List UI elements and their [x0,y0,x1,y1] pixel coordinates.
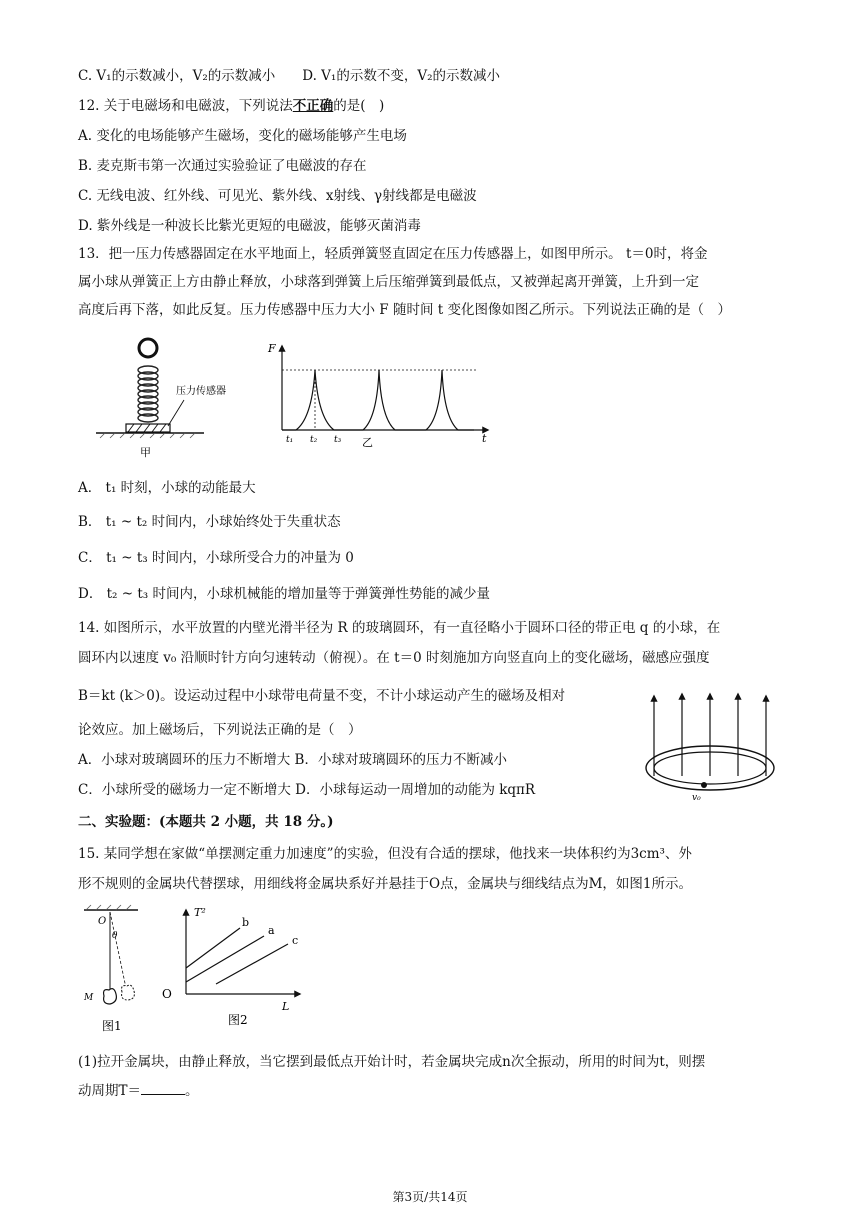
q14-stem-line1: 14. 如图所示，水平放置的内壁光滑半径为 R 的玻璃圆环，有一直径略小于圆环口径的带正电 q 的小球，在 [78,620,721,636]
line-b [186,928,240,968]
q14-stem-line4: 论效应。加上磁场后，下列说法正确的是（ ） [78,722,362,738]
q15-sub1-line1: (1)拉开金属块，由静止释放，当它摆到最低点开始计时，若金属块完成n次全振动，所用的时间为t，则摆 [78,1054,706,1070]
q12-stem-emphasis: 不正确 [292,98,334,114]
figure-jia-label: 甲 [140,446,151,459]
line-b-label: b [242,916,250,929]
line-c [216,944,288,984]
tick-t1: t₁ [286,435,294,445]
q14-figure [636,686,782,804]
q14-stem-line3: B＝kt (k＞0)。设运动过程中小球带电荷量不变，不计小球运动产生的磁场及相对 [78,688,566,704]
magnetic-field-lines [654,694,766,776]
q14-options-ab: A．小球对玻璃圆环的压力不断增大 B．小球对玻璃圆环的压力不断减小 [78,752,507,768]
q13-figure-yi [262,338,498,450]
q12-option-b: B. 麦克斯韦第一次通过实验验证了电磁波的存在 [78,158,367,174]
page-footer: 第3页/共14页 [392,1190,468,1204]
q15-stem-line1: 15. 某同学想在家做“单摆测定重力加速度”的实验，但没有合适的摆球，他找来一块体积约为3cm³、外 [78,846,692,862]
q14-stem-line2: 圆环内以速度 v₀ 沿顺时针方向匀速转动（俯视）。在 t＝0 时刻施加方向竖直向上的变化磁场，磁感应强度 [78,650,710,666]
q15-figure-1 [78,904,158,1034]
l-axis-label: L [282,1000,290,1013]
q14-options-cd: C．小球所受的磁场力一定不断增大 D．小球每运动一周增加的动能为 kqπR [78,782,536,798]
answer-blank[interactable] [141,1080,185,1095]
figure-2-label: 图2 [228,1013,248,1027]
q13-option-c: C． t₁ ~ t₃ 时间内，小球所受合力的冲量为 0 [78,550,354,566]
tick-t3: t₃ [334,435,342,445]
section2-title: 二、实验题：(本题共 2 小题，共 18 分。) [78,814,334,830]
line-a-label: a [268,924,275,937]
q13-option-b: B． t₁ ~ t₂ 时间内，小球始终处于失重状态 [78,514,341,530]
q13-stem-line3: 高度后再下落，如此反复。压力传感器中压力大小 F 随时间 t 变化图像如图乙所示。下列说法正确的是（ ） [78,302,731,318]
metal-block-icon [104,989,117,1004]
charged-ball-icon [701,782,707,788]
figure-yi-label: 乙 [362,436,373,449]
figure-1-label: 图1 [102,1019,122,1033]
force-curve [282,370,474,430]
point-m-label: M [84,993,94,1003]
q13-stem-line1: 13．把一压力传感器固定在水平地面上，轻质弹簧竖直固定在压力传感器上，如图甲所示。 t＝0时，将金 [78,246,708,262]
q12-stem-pre: 12. 关于电磁场和电磁波，下列说法 [78,98,293,114]
point-o-label: O [98,916,107,927]
q13-option-d: D． t₂ ~ t₃ 时间内，小球机械能的增加量等于弹簧弹性势能的减少量 [78,586,490,602]
q12-option-d: D. 紫外线是一种波长比紫光更短的电磁波，能够灭菌消毒 [78,218,421,234]
q13-stem-line2: 属小球从弹簧正上方由静止释放，小球落到弹簧上后压缩弹簧到最低点，又被弹起离开弹簧，上升到一定 [78,274,699,290]
displaced-block-icon [122,985,135,1000]
tick-t2: t₂ [310,435,318,445]
q15-stem-line2: 形不规则的金属块代替摆球，用细线将金属块系好并悬挂于O点，金属块与细线结点为M，如图1所示。 [78,876,692,892]
f-axis-label: F [268,342,276,355]
q15-sub1-line2 [78,1080,199,1101]
velocity-label: v₀ [692,793,701,803]
sensor-label: 压力传感器 [176,386,226,397]
q13-figure-jia [92,332,252,462]
ball-icon [139,339,157,357]
q15-sub1-pre: 动周期T＝ [78,1083,142,1099]
t2-axis-label: T² [194,906,206,919]
q12-stem-post: 的是( ) [333,98,385,114]
line-c-label: c [292,934,299,947]
q15-sub1-post: 。 [185,1083,199,1099]
q13-option-a: A． t₁ 时刻，小球的动能最大 [78,480,256,496]
q11-options-cd: C. V₁的示数减小，V₂的示数减小 D. V₁的示数不变，V₂的示数减小 [78,68,500,84]
q12-option-c: C. 无线电波、红外线、可见光、紫外线、x射线、γ射线都是电磁波 [78,188,477,204]
q12-stem [78,96,384,116]
angle-theta-label: θ [112,931,118,941]
spring-icon [138,366,158,422]
q12-option-a: A. 变化的电场能够产生磁场，变化的磁场能够产生电场 [78,128,407,144]
q15-figure-2 [158,904,318,1034]
origin-label: O [162,987,172,1001]
t-axis-label: t [482,432,487,445]
displaced-string [110,912,126,988]
sensor-pointer [168,400,184,426]
